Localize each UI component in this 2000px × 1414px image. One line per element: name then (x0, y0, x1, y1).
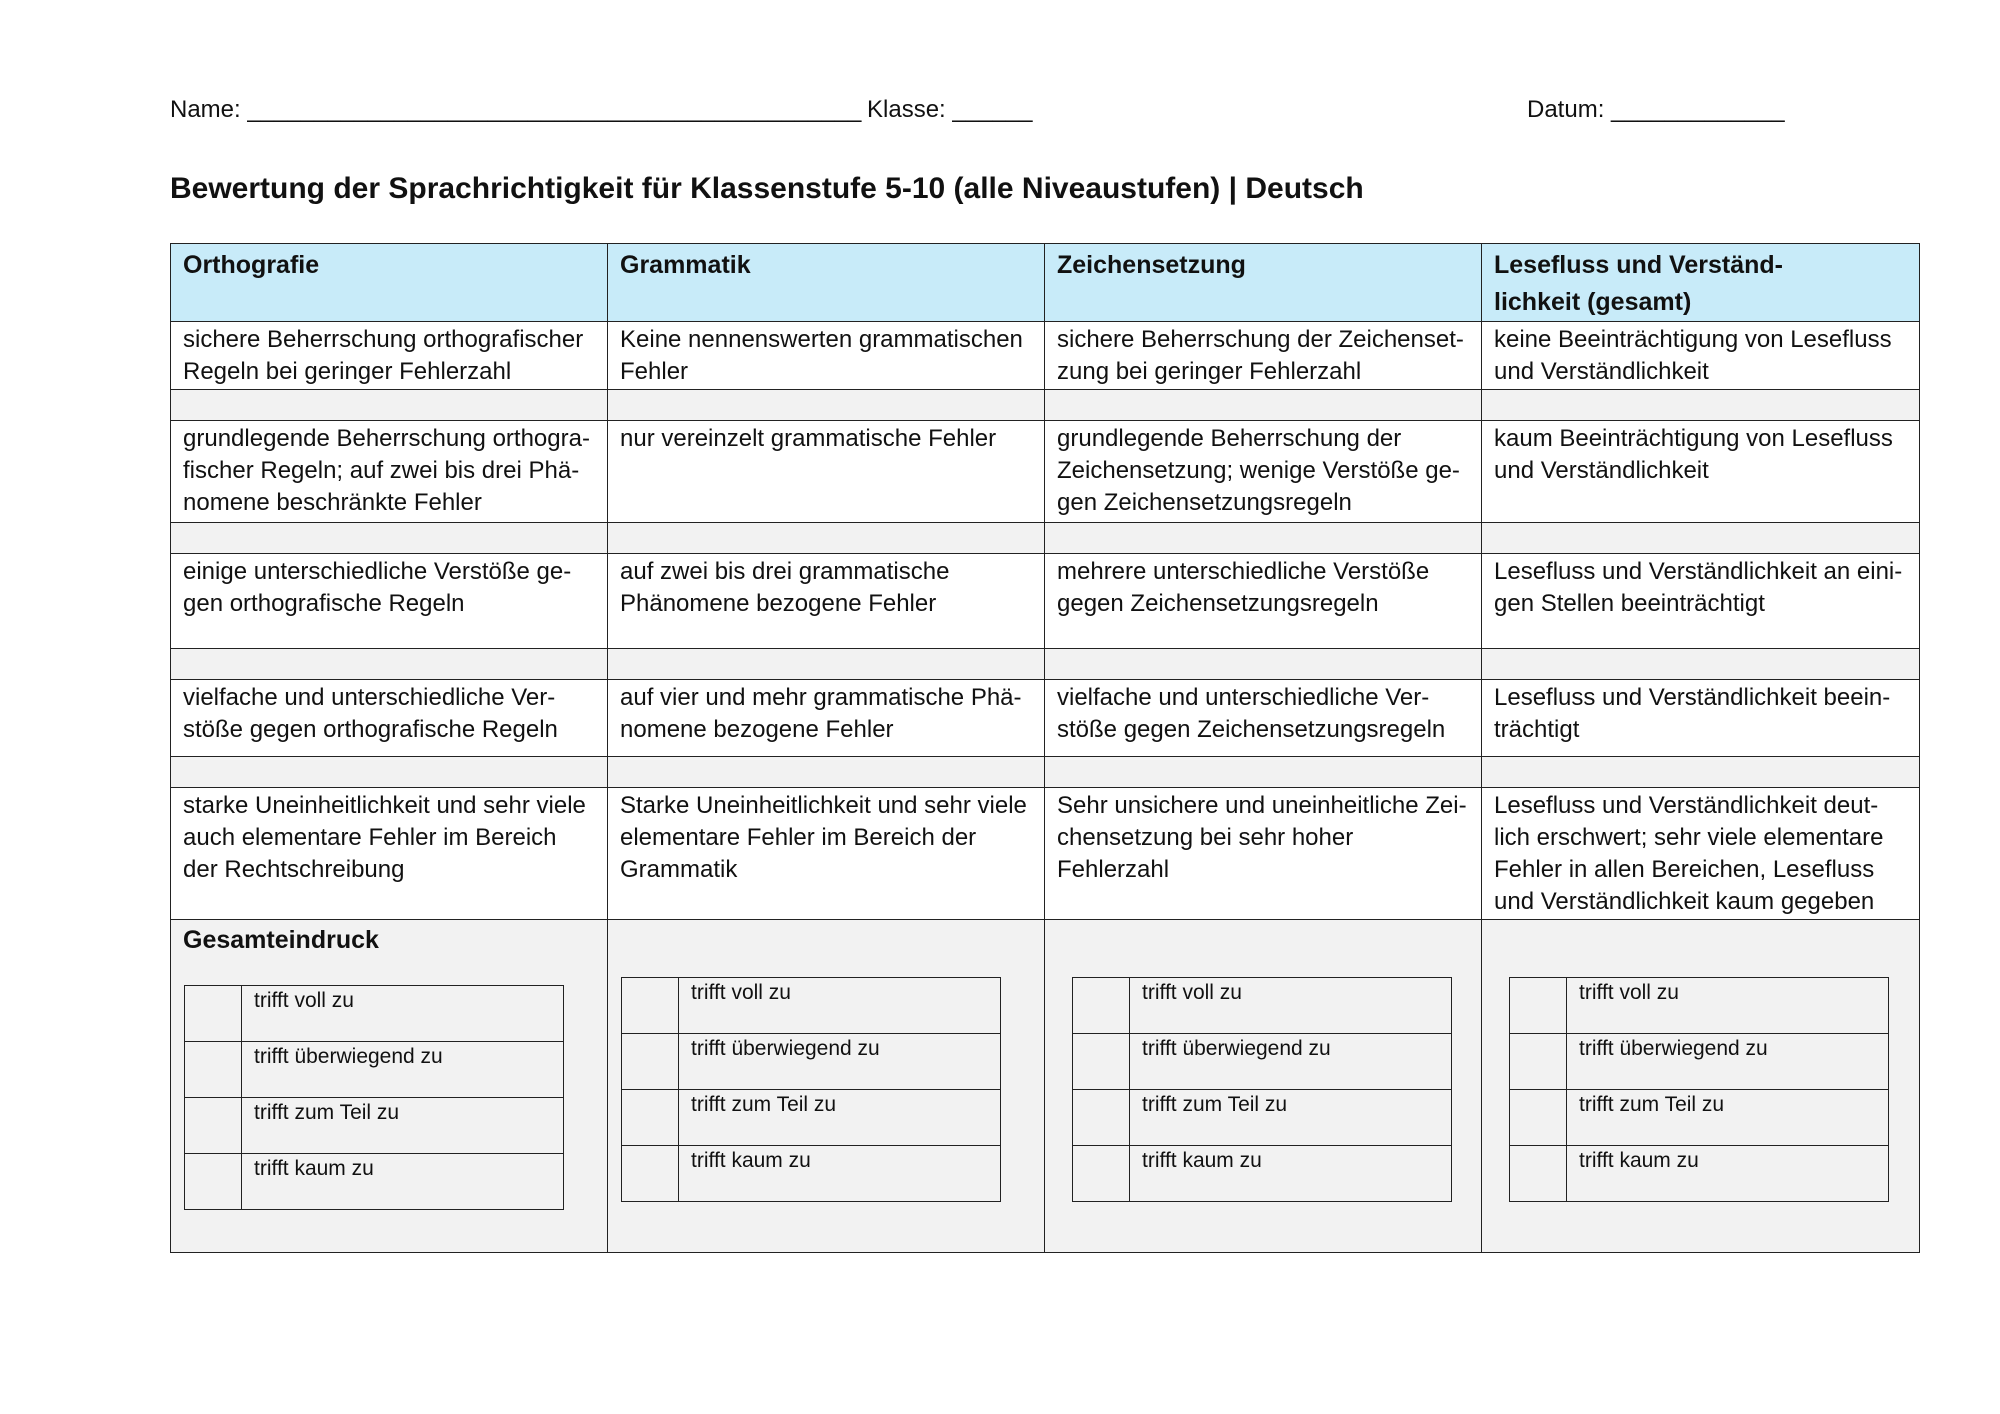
overall-impression-cell (608, 920, 1045, 1253)
table-cell: mehrere unterschiedliche Verstöße gegen Zeichensetzungsregeln (1045, 554, 1482, 649)
column-header-lesefluss: Lesefluss und Verständ- lichkeit (gesamt) (1482, 244, 1920, 322)
separator-row (171, 390, 1920, 421)
rating-checkbox[interactable] (1510, 1146, 1567, 1202)
overall-impression-cell (1482, 920, 1920, 1253)
rating-option-row (185, 1042, 564, 1098)
assessment-table (170, 243, 1920, 1253)
column-header-zeichensetzung: Zeichensetzung (1045, 244, 1482, 322)
rating-option-row (1073, 1146, 1452, 1202)
rating-option-row (185, 986, 564, 1042)
rating-option-label: trifft zum Teil zu (1567, 1090, 1889, 1146)
rating-checkbox-table (621, 977, 1001, 1202)
rating-option-label: trifft kaum zu (242, 1154, 564, 1210)
table-cell: Keine nennenswerten grammatischen Fehler (608, 322, 1045, 390)
rating-option-row (185, 1098, 564, 1154)
table-cell: Starke Uneinheitlichkeit und sehr viele elementare Fehler im Bereich der Grammatik (608, 788, 1045, 920)
rating-option-row (1510, 1034, 1889, 1090)
rating-checkbox[interactable] (1510, 978, 1567, 1034)
rating-option-label: trifft überwiegend zu (1567, 1034, 1889, 1090)
rating-option-row (1510, 978, 1889, 1034)
page-title: Bewertung der Sprachrichtigkeit für Klassenstufe 5-10 (alle Niveaustufen) | Deutsch (170, 172, 1364, 205)
table-cell: auf vier und mehr grammatische Phä- nomene bezogene Fehler (608, 680, 1045, 757)
rating-checkbox[interactable] (1510, 1090, 1567, 1146)
rating-option-label: trifft kaum zu (1567, 1146, 1889, 1202)
rating-checkbox[interactable] (622, 1090, 679, 1146)
rating-checkbox[interactable] (1073, 978, 1130, 1034)
date-field[interactable]: Datum: _____________ (1527, 96, 1785, 123)
rating-option-row (1073, 978, 1452, 1034)
table-cell: sichere Beherrschung orthografischer Regeln bei geringer Fehlerzahl (171, 322, 608, 390)
rating-checkbox[interactable] (622, 1146, 679, 1202)
rating-option-row (1073, 1090, 1452, 1146)
rating-option-row (622, 1090, 1001, 1146)
rating-checkbox[interactable] (185, 1098, 242, 1154)
separator-row (171, 757, 1920, 788)
table-cell: Sehr unsichere und uneinheitliche Zei- chensetzung bei sehr hoher Fehlerzahl (1045, 788, 1482, 920)
rating-option-label: trifft kaum zu (1130, 1146, 1452, 1202)
table-cell: starke Uneinheitlichkeit und sehr viele auch elementare Fehler im Bereich der Rechtschreibung (171, 788, 608, 920)
table-cell: Lesefluss und Verständlichkeit deut- lich erschwert; sehr viele elementare Fehler in allen Bereichen, Lesefluss und Verständlichkeit kaum gegeben (1482, 788, 1920, 920)
rating-checkbox[interactable] (185, 986, 242, 1042)
rating-checkbox-table (184, 985, 564, 1210)
table-cell: grundlegende Beherrschung der Zeichensetzung; wenige Verstöße ge- gen Zeichensetzungsregeln (1045, 421, 1482, 523)
rating-option-label: trifft überwiegend zu (1130, 1034, 1452, 1090)
rating-checkbox[interactable] (1073, 1090, 1130, 1146)
rating-option-label: trifft voll zu (679, 978, 1001, 1034)
rating-option-label: trifft überwiegend zu (242, 1042, 564, 1098)
rating-checkbox[interactable] (622, 978, 679, 1034)
rating-option-row (622, 1146, 1001, 1202)
rating-option-label: trifft voll zu (1567, 978, 1889, 1034)
table-cell: Lesefluss und Verständlichkeit beein- trächtigt (1482, 680, 1920, 757)
rating-option-row (1073, 1034, 1452, 1090)
rating-option-label: trifft zum Teil zu (242, 1098, 564, 1154)
rating-option-row (622, 978, 1001, 1034)
separator-row (171, 649, 1920, 680)
table-header-row (171, 244, 1920, 322)
table-row (171, 421, 1920, 523)
overall-impression-cell (171, 920, 608, 1253)
rating-option-label: trifft kaum zu (679, 1146, 1001, 1202)
rating-option-label: trifft zum Teil zu (1130, 1090, 1452, 1146)
table-cell: kaum Beeinträchtigung von Lesefluss und Verständlichkeit (1482, 421, 1920, 523)
rating-option-label: trifft voll zu (1130, 978, 1452, 1034)
rating-checkbox[interactable] (185, 1154, 242, 1210)
rating-option-row (622, 1034, 1001, 1090)
rating-checkbox[interactable] (1073, 1034, 1130, 1090)
rating-checkbox[interactable] (1073, 1146, 1130, 1202)
table-row (171, 554, 1920, 649)
table-cell: sichere Beherrschung der Zeichenset- zung bei geringer Fehlerzahl (1045, 322, 1482, 390)
table-cell: vielfache und unterschiedliche Ver- stöße gegen Zeichensetzungsregeln (1045, 680, 1482, 757)
separator-row (171, 523, 1920, 554)
table-cell: grundlegende Beherrschung orthogra- fischer Regeln; auf zwei bis drei Phä- nomene beschränkte Fehler (171, 421, 608, 523)
column-header-orthografie: Orthografie (171, 244, 608, 322)
rating-option-row (185, 1154, 564, 1210)
rating-option-row (1510, 1090, 1889, 1146)
rating-option-row (1510, 1146, 1889, 1202)
column-header-grammatik: Grammatik (608, 244, 1045, 322)
rating-checkbox[interactable] (185, 1042, 242, 1098)
table-cell: einige unterschiedliche Verstöße ge- gen orthografische Regeln (171, 554, 608, 649)
table-cell: nur vereinzelt grammatische Fehler (608, 421, 1045, 523)
overall-impression-label: Gesamteindruck (183, 926, 379, 954)
name-field[interactable]: Name: ______________________________________________ (170, 96, 862, 123)
class-field[interactable]: Klasse: ______ (867, 96, 1033, 123)
overall-impression-row (171, 920, 1920, 1253)
table-row (171, 322, 1920, 390)
table-row (171, 680, 1920, 757)
rating-checkbox-table (1509, 977, 1889, 1202)
table-row (171, 788, 1920, 920)
rating-option-label: trifft zum Teil zu (679, 1090, 1001, 1146)
rating-checkbox-table (1072, 977, 1452, 1202)
rating-checkbox[interactable] (622, 1034, 679, 1090)
table-cell: Lesefluss und Verständlichkeit an eini- gen Stellen beeinträchtigt (1482, 554, 1920, 649)
table-cell: auf zwei bis drei grammatische Phänomene bezogene Fehler (608, 554, 1045, 649)
overall-impression-cell (1045, 920, 1482, 1253)
table-cell: keine Beeinträchtigung von Lesefluss und Verständlichkeit (1482, 322, 1920, 390)
rating-option-label: trifft voll zu (242, 986, 564, 1042)
rating-option-label: trifft überwiegend zu (679, 1034, 1001, 1090)
rating-checkbox[interactable] (1510, 1034, 1567, 1090)
table-cell: vielfache und unterschiedliche Ver- stöße gegen orthografische Regeln (171, 680, 608, 757)
